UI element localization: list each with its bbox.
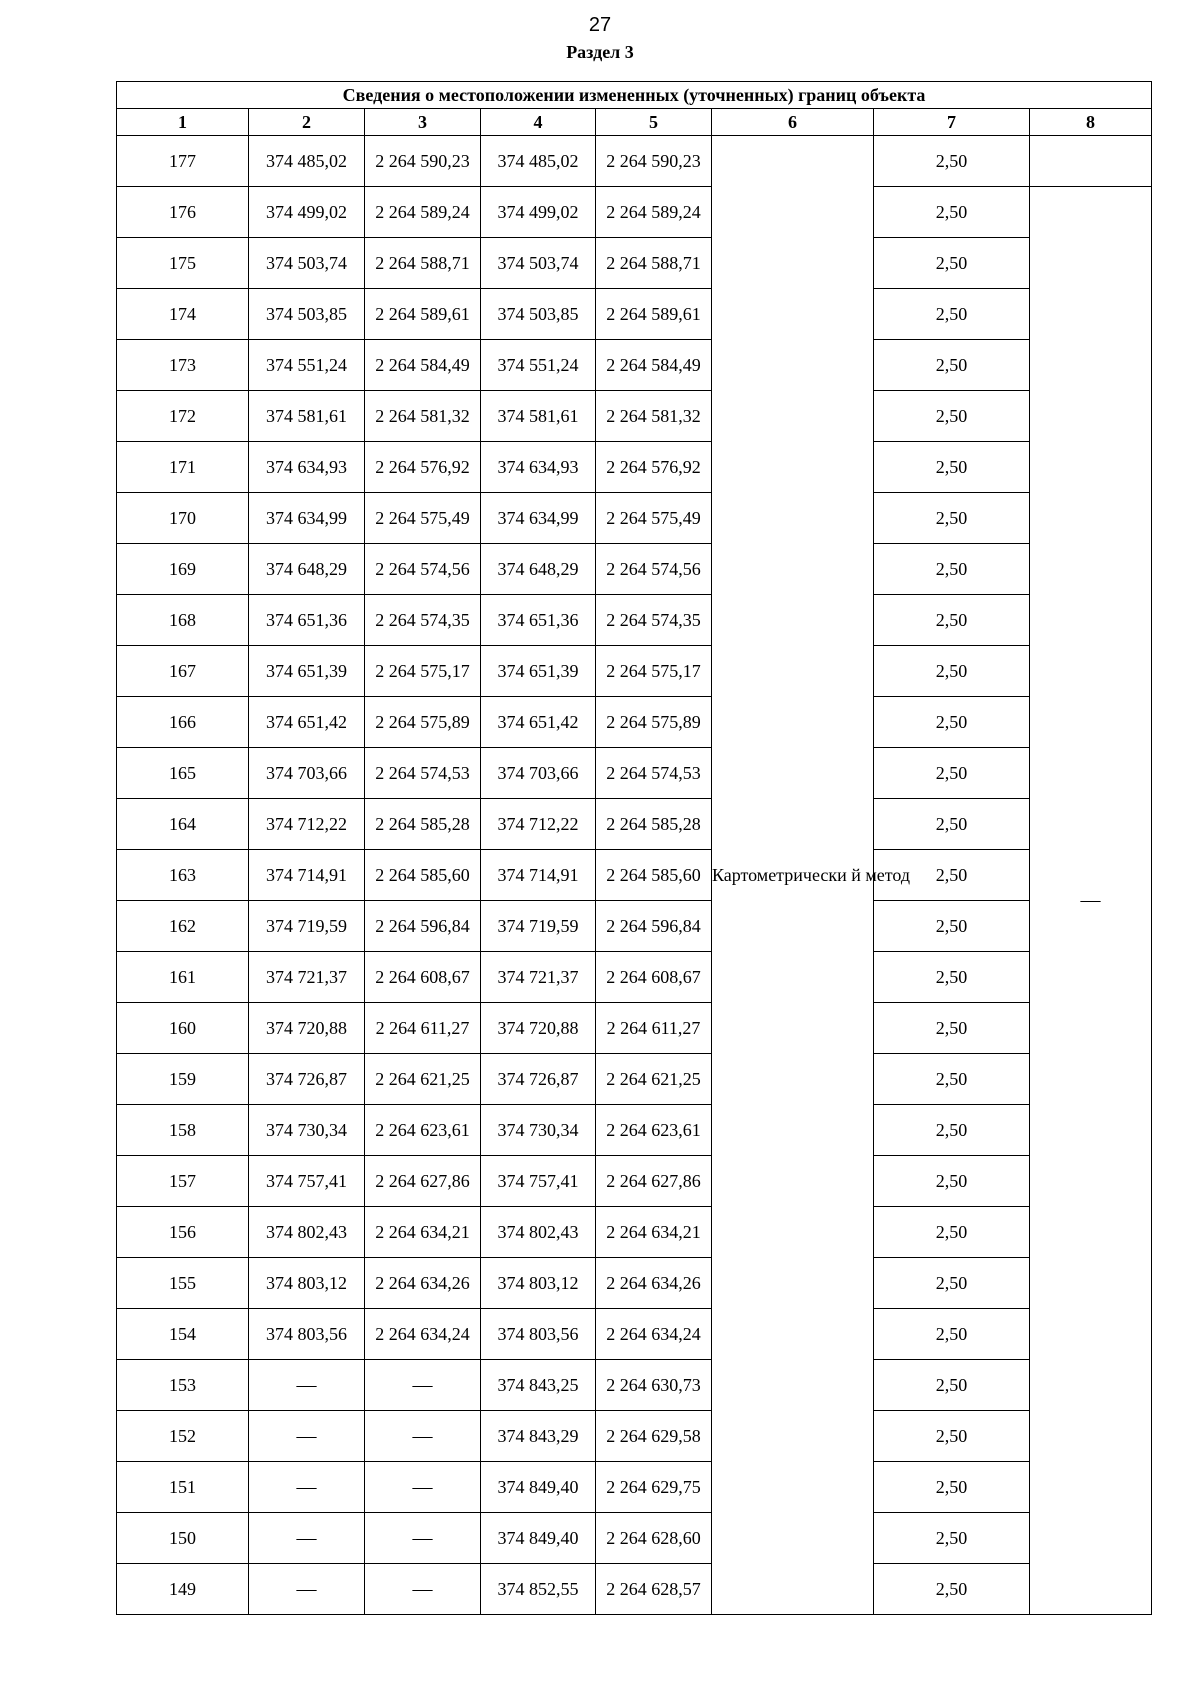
cell-y-new: 2 264 634,21 — [596, 1207, 712, 1258]
cell-y-new: 2 264 575,89 — [596, 697, 712, 748]
cell-y-new: 2 264 590,23 — [596, 136, 712, 187]
cell-accuracy: 2,50 — [874, 697, 1030, 748]
cell-x-old: 374 551,24 — [249, 340, 365, 391]
cell-y-new: 2 264 589,61 — [596, 289, 712, 340]
cell-accuracy: 2,50 — [874, 1207, 1030, 1258]
cell-accuracy: 2,50 — [874, 799, 1030, 850]
cell-n: 176 — [117, 187, 249, 238]
cell-x-old: 374 712,22 — [249, 799, 365, 850]
table-row — [117, 1360, 1152, 1411]
cell-y-old: 2 264 589,24 — [365, 187, 481, 238]
cell-accuracy: 2,50 — [874, 1105, 1030, 1156]
cell-y-old: 2 264 589,61 — [365, 289, 481, 340]
cell-n: 160 — [117, 1003, 249, 1054]
table-row — [117, 1156, 1152, 1207]
cell-n: 169 — [117, 544, 249, 595]
cell-n: 157 — [117, 1156, 249, 1207]
cell-x-new: 374 730,34 — [481, 1105, 596, 1156]
cell-y-old: 2 264 576,92 — [365, 442, 481, 493]
cell-y-new: 2 264 611,27 — [596, 1003, 712, 1054]
table-row — [117, 391, 1152, 442]
table-row — [117, 238, 1152, 289]
table-row — [117, 493, 1152, 544]
column-number: 3 — [365, 109, 481, 136]
cell-n: 164 — [117, 799, 249, 850]
cell-x-old: — — [249, 1462, 365, 1513]
cell-x-old: — — [249, 1513, 365, 1564]
cell-y-old: 2 264 621,25 — [365, 1054, 481, 1105]
table-row — [117, 1564, 1152, 1615]
cell-y-new: 2 264 576,92 — [596, 442, 712, 493]
cell-n: 173 — [117, 340, 249, 391]
cell-y-old: 2 264 574,53 — [365, 748, 481, 799]
cell-y-old: 2 264 575,49 — [365, 493, 481, 544]
table-row — [117, 289, 1152, 340]
cell-x-old: 374 730,34 — [249, 1105, 365, 1156]
cell-x-old: 374 634,93 — [249, 442, 365, 493]
cell-x-new: 374 651,36 — [481, 595, 596, 646]
cell-n: 152 — [117, 1411, 249, 1462]
cell-y-new: 2 264 584,49 — [596, 340, 712, 391]
cell-n: 174 — [117, 289, 249, 340]
cell-accuracy: 2,50 — [874, 1003, 1030, 1054]
cell-x-new: 374 703,66 — [481, 748, 596, 799]
cell-n: 166 — [117, 697, 249, 748]
cell-x-new: 374 852,55 — [481, 1564, 596, 1615]
cell-x-new: 374 651,42 — [481, 697, 596, 748]
cell-x-new: 374 499,02 — [481, 187, 596, 238]
cell-y-new: 2 264 574,35 — [596, 595, 712, 646]
cell-x-new: 374 843,25 — [481, 1360, 596, 1411]
cell-accuracy: 2,50 — [874, 1258, 1030, 1309]
column-number: 4 — [481, 109, 596, 136]
table-row — [117, 136, 1152, 187]
cell-accuracy: 2,50 — [874, 136, 1030, 187]
cell-y-new: 2 264 627,86 — [596, 1156, 712, 1207]
cell-n: 158 — [117, 1105, 249, 1156]
cell-y-old: 2 264 575,17 — [365, 646, 481, 697]
cell-y-old: 2 264 611,27 — [365, 1003, 481, 1054]
table-row — [117, 1309, 1152, 1360]
cell-n: 165 — [117, 748, 249, 799]
column-number-row — [117, 109, 1152, 136]
method-cell: Картометрически й метод — [712, 136, 874, 1615]
table-row — [117, 544, 1152, 595]
cell-y-new: 2 264 634,26 — [596, 1258, 712, 1309]
table-row — [117, 1105, 1152, 1156]
cell-n: 149 — [117, 1564, 249, 1615]
table-row — [117, 1462, 1152, 1513]
cell-n: 170 — [117, 493, 249, 544]
cell-y-new: 2 264 585,60 — [596, 850, 712, 901]
cell-n: 154 — [117, 1309, 249, 1360]
column-number: 1 — [117, 109, 249, 136]
cell-x-old: 374 802,43 — [249, 1207, 365, 1258]
cell-n: 151 — [117, 1462, 249, 1513]
cell-x-new: 374 803,56 — [481, 1309, 596, 1360]
cell-n: 175 — [117, 238, 249, 289]
cell-y-old: 2 264 584,49 — [365, 340, 481, 391]
table-row — [117, 1513, 1152, 1564]
column-number: 8 — [1030, 109, 1152, 136]
cell-y-new: 2 264 585,28 — [596, 799, 712, 850]
cell-accuracy: 2,50 — [874, 442, 1030, 493]
cell-n: 155 — [117, 1258, 249, 1309]
cell-accuracy: 2,50 — [874, 901, 1030, 952]
cell-y-new: 2 264 575,49 — [596, 493, 712, 544]
cell-x-new: 374 503,74 — [481, 238, 596, 289]
cell-n: 153 — [117, 1360, 249, 1411]
cell-x-old: 374 803,56 — [249, 1309, 365, 1360]
cell-y-new: 2 264 629,58 — [596, 1411, 712, 1462]
cell-x-old: — — [249, 1360, 365, 1411]
cell-x-old: 374 581,61 — [249, 391, 365, 442]
cell-y-new: 2 264 623,61 — [596, 1105, 712, 1156]
cell-n: 167 — [117, 646, 249, 697]
cell-x-new: 374 485,02 — [481, 136, 596, 187]
cell-y-new: 2 264 634,24 — [596, 1309, 712, 1360]
cell-accuracy: 2,50 — [874, 1513, 1030, 1564]
cell-y-old: 2 264 581,32 — [365, 391, 481, 442]
cell-y-old: 2 264 585,28 — [365, 799, 481, 850]
cell-x-old: 374 720,88 — [249, 1003, 365, 1054]
cell-accuracy: 2,50 — [874, 493, 1030, 544]
cell-x-old: — — [249, 1411, 365, 1462]
cell-y-new: 2 264 575,17 — [596, 646, 712, 697]
cell-x-old: 374 651,39 — [249, 646, 365, 697]
table-row — [117, 901, 1152, 952]
cell-y-old: 2 264 574,56 — [365, 544, 481, 595]
cell-n: 168 — [117, 595, 249, 646]
cell-x-old: 374 757,41 — [249, 1156, 365, 1207]
table-row — [117, 1003, 1152, 1054]
cell-y-old: — — [365, 1411, 481, 1462]
cell-accuracy: 2,50 — [874, 646, 1030, 697]
table-row — [117, 442, 1152, 493]
cell-accuracy: 2,50 — [874, 187, 1030, 238]
boundary-coordinates-table — [116, 81, 1152, 1615]
cell-x-old: 374 714,91 — [249, 850, 365, 901]
cell-y-new: 2 264 588,71 — [596, 238, 712, 289]
table-row — [117, 697, 1152, 748]
table-row — [117, 1054, 1152, 1105]
cell-x-new: 374 719,59 — [481, 901, 596, 952]
cell-x-old: 374 651,42 — [249, 697, 365, 748]
cell-y-old: — — [365, 1513, 481, 1564]
table-row — [117, 1207, 1152, 1258]
cell-y-old: 2 264 623,61 — [365, 1105, 481, 1156]
cell-y-new: 2 264 581,32 — [596, 391, 712, 442]
table-row — [117, 646, 1152, 697]
column8-top-cell — [1030, 136, 1152, 187]
cell-y-old: 2 264 634,26 — [365, 1258, 481, 1309]
cell-y-new: 2 264 574,53 — [596, 748, 712, 799]
table-row — [117, 799, 1152, 850]
cell-y-old: 2 264 627,86 — [365, 1156, 481, 1207]
cell-x-new: 374 651,39 — [481, 646, 596, 697]
cell-x-old: — — [249, 1564, 365, 1615]
cell-y-new: 2 264 628,60 — [596, 1513, 712, 1564]
cell-x-new: 374 581,61 — [481, 391, 596, 442]
cell-y-new: 2 264 629,75 — [596, 1462, 712, 1513]
cell-x-new: 374 721,37 — [481, 952, 596, 1003]
cell-accuracy: 2,50 — [874, 340, 1030, 391]
cell-y-new: 2 264 574,56 — [596, 544, 712, 595]
cell-n: 162 — [117, 901, 249, 952]
cell-accuracy: 2,50 — [874, 544, 1030, 595]
cell-y-new: 2 264 630,73 — [596, 1360, 712, 1411]
cell-accuracy: 2,50 — [874, 595, 1030, 646]
cell-y-old: 2 264 588,71 — [365, 238, 481, 289]
cell-x-old: 374 503,85 — [249, 289, 365, 340]
cell-accuracy: 2,50 — [874, 748, 1030, 799]
cell-accuracy: 2,50 — [874, 1054, 1030, 1105]
cell-y-new: 2 264 608,67 — [596, 952, 712, 1003]
cell-accuracy: 2,50 — [874, 391, 1030, 442]
cell-x-new: 374 726,87 — [481, 1054, 596, 1105]
cell-x-old: 374 719,59 — [249, 901, 365, 952]
cell-x-old: 374 648,29 — [249, 544, 365, 595]
cell-y-new: 2 264 596,84 — [596, 901, 712, 952]
cell-accuracy: 2,50 — [874, 1462, 1030, 1513]
column-number: 5 — [596, 109, 712, 136]
cell-y-old: — — [365, 1360, 481, 1411]
cell-x-new: 374 757,41 — [481, 1156, 596, 1207]
cell-accuracy: 2,50 — [874, 238, 1030, 289]
cell-n: 156 — [117, 1207, 249, 1258]
cell-x-new: 374 803,12 — [481, 1258, 596, 1309]
cell-y-old: — — [365, 1564, 481, 1615]
cell-n: 159 — [117, 1054, 249, 1105]
column-number: 7 — [874, 109, 1030, 136]
cell-y-old: 2 264 585,60 — [365, 850, 481, 901]
cell-x-new: 374 648,29 — [481, 544, 596, 595]
table-row — [117, 748, 1152, 799]
cell-x-old: 374 721,37 — [249, 952, 365, 1003]
cell-accuracy: 2,50 — [874, 1309, 1030, 1360]
cell-x-old: 374 485,02 — [249, 136, 365, 187]
table-body — [117, 136, 1152, 1615]
cell-x-new: 374 634,99 — [481, 493, 596, 544]
cell-x-old: 374 703,66 — [249, 748, 365, 799]
cell-y-old: 2 264 608,67 — [365, 952, 481, 1003]
table-row — [117, 187, 1152, 238]
cell-n: 150 — [117, 1513, 249, 1564]
column-number: 6 — [712, 109, 874, 136]
cell-n: 161 — [117, 952, 249, 1003]
cell-y-new: 2 264 621,25 — [596, 1054, 712, 1105]
cell-accuracy: 2,50 — [874, 952, 1030, 1003]
cell-n: 177 — [117, 136, 249, 187]
cell-x-new: 374 849,40 — [481, 1513, 596, 1564]
cell-accuracy: 2,50 — [874, 289, 1030, 340]
cell-y-old: 2 264 634,21 — [365, 1207, 481, 1258]
page-number: 27 — [588, 14, 612, 36]
cell-y-old: 2 264 575,89 — [365, 697, 481, 748]
cell-accuracy: 2,50 — [874, 1564, 1030, 1615]
cell-x-new: 374 802,43 — [481, 1207, 596, 1258]
table-row — [117, 1258, 1152, 1309]
column-number: 2 — [249, 109, 365, 136]
cell-y-old: 2 264 574,35 — [365, 595, 481, 646]
cell-accuracy: 2,50 — [874, 850, 1030, 901]
cell-accuracy: 2,50 — [874, 1411, 1030, 1462]
cell-n: 163 — [117, 850, 249, 901]
cell-n: 171 — [117, 442, 249, 493]
cell-x-new: 374 720,88 — [481, 1003, 596, 1054]
table-title: Сведения о местоположении измененных (уточненных) границ объекта — [117, 82, 1152, 109]
cell-y-old: 2 264 590,23 — [365, 136, 481, 187]
column8-cell: — — [1030, 187, 1152, 1615]
cell-x-new: 374 849,40 — [481, 1462, 596, 1513]
table-row — [117, 952, 1152, 1003]
cell-x-old: 374 634,99 — [249, 493, 365, 544]
cell-y-old: 2 264 634,24 — [365, 1309, 481, 1360]
cell-y-new: 2 264 628,57 — [596, 1564, 712, 1615]
cell-accuracy: 2,50 — [874, 1156, 1030, 1207]
cell-x-new: 374 634,93 — [481, 442, 596, 493]
cell-x-old: 374 651,36 — [249, 595, 365, 646]
cell-y-old: 2 264 596,84 — [365, 901, 481, 952]
cell-x-new: 374 503,85 — [481, 289, 596, 340]
section-title: Раздел 3 — [566, 42, 634, 62]
cell-x-old: 374 503,74 — [249, 238, 365, 289]
cell-x-old: 374 803,12 — [249, 1258, 365, 1309]
cell-n: 172 — [117, 391, 249, 442]
cell-y-old: — — [365, 1462, 481, 1513]
table-row — [117, 340, 1152, 391]
cell-x-new: 374 551,24 — [481, 340, 596, 391]
table-row — [117, 595, 1152, 646]
cell-x-new: 374 712,22 — [481, 799, 596, 850]
cell-accuracy: 2,50 — [874, 1360, 1030, 1411]
cell-y-new: 2 264 589,24 — [596, 187, 712, 238]
cell-x-new: 374 714,91 — [481, 850, 596, 901]
table-row — [117, 850, 1152, 901]
cell-x-old: 374 726,87 — [249, 1054, 365, 1105]
cell-x-old: 374 499,02 — [249, 187, 365, 238]
table-row — [117, 1411, 1152, 1462]
cell-x-new: 374 843,29 — [481, 1411, 596, 1462]
